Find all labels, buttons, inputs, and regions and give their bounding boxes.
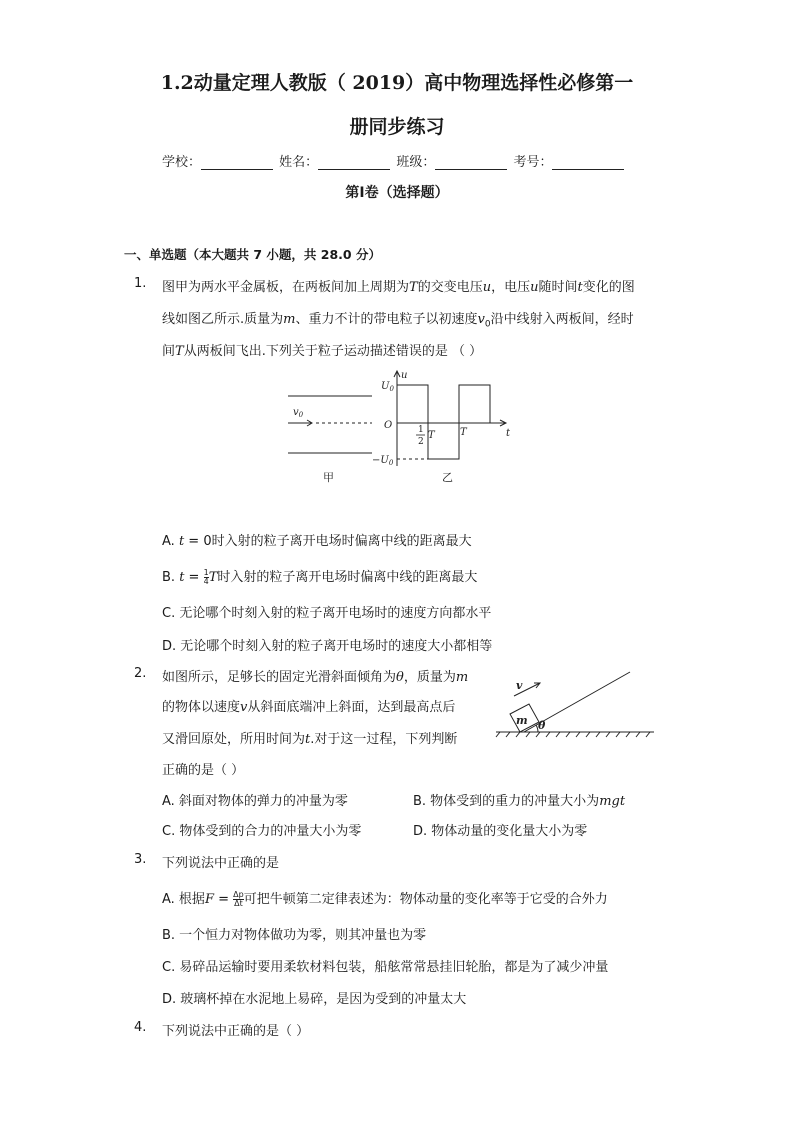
fig-jia-label: 甲 bbox=[323, 471, 334, 484]
q4-number: 4. bbox=[134, 1020, 147, 1035]
number-blank[interactable] bbox=[552, 157, 624, 170]
student-info-row bbox=[162, 151, 626, 170]
q3-option-b[interactable]: B. 一个恒力对物体做功为零，则其冲量也为零 bbox=[162, 928, 427, 943]
q1-line3: 间T从两板间飞出.下列关于粒子运动描述错误的是 （ ） bbox=[162, 344, 483, 359]
section-heading: 一、单选题（本大题共 7 小题，共 28.0 分） bbox=[124, 247, 381, 262]
fig-neg-u0-label: $-U_0$ bbox=[372, 455, 394, 467]
q1-option-a[interactable]: A. t = 0时入射的粒子离开电场时偏离中线的距离最大 bbox=[162, 534, 472, 549]
fig-half-den: 2 bbox=[418, 437, 424, 447]
q1-option-c[interactable]: C. 无论哪个时刻入射的粒子离开电场时的速度方向都水平 bbox=[162, 606, 492, 621]
q1-figure bbox=[280, 366, 520, 496]
q2-option-a[interactable]: A. 斜面对物体的弹力的冲量为零 bbox=[162, 794, 348, 809]
fig-T-label: T bbox=[460, 427, 467, 438]
q2-line4: 正确的是（ ） bbox=[162, 763, 245, 778]
name-blank[interactable] bbox=[318, 157, 390, 170]
fig-t-label: t bbox=[506, 428, 511, 439]
name-label: 姓名： bbox=[279, 155, 319, 170]
q2-option-d[interactable]: D. 物体动量的变化量大小为零 bbox=[413, 824, 588, 839]
class-label: 班级： bbox=[396, 155, 436, 170]
q4-stem: 下列说法中正确的是（ ） bbox=[162, 1024, 310, 1039]
q1-option-b[interactable]: B. t = $\frac{1}{4}$ T时入射的粒子离开电场时偏离中线的距离最大 bbox=[162, 568, 478, 586]
doc-title-line2: 册同步练习 bbox=[349, 116, 445, 138]
doc-title-line1: 1.2动量定理人教版（ 2019）高中物理选择性必修第一 bbox=[160, 72, 634, 94]
q3-option-d[interactable]: D. 玻璃杯掉在水泥地上易碎，是因为受到的冲量太大 bbox=[162, 992, 467, 1007]
voltage-waveform bbox=[397, 385, 490, 459]
fig-yi-label: 乙 bbox=[442, 471, 453, 484]
fig-u0-label: $U_0$ bbox=[381, 381, 394, 393]
number-label: 考号： bbox=[513, 155, 553, 170]
q1-number: 1. bbox=[134, 276, 147, 291]
q2-line1: 如图所示，足够长的固定光滑斜面倾角为θ，质量为m bbox=[162, 670, 469, 685]
fig2-v-label: v bbox=[516, 679, 523, 692]
q2-number: 2. bbox=[134, 666, 147, 681]
q2-option-c[interactable]: C. 物体受到的合力的冲量大小为零 bbox=[162, 824, 362, 839]
q2-line2: 的物体以速度v从斜面底端冲上斜面，达到最高点后 bbox=[162, 700, 456, 715]
fig2-m-label: m bbox=[516, 714, 528, 727]
q2-line3: 又滑回原处，所用时间为t.对于这一过程，下列判断 bbox=[162, 732, 458, 747]
fig-half-num: 1 bbox=[418, 425, 424, 435]
q3-option-c[interactable]: C. 易碎品运输时要用柔软材料包装，船舷常常悬挂旧轮胎，都是为了减少冲量 bbox=[162, 960, 609, 975]
school-label: 学校： bbox=[162, 155, 202, 170]
q1-line1: 图甲为两水平金属板，在两板间加上周期为T的交变电压u，电压u随时间t变化的图 bbox=[162, 280, 635, 295]
q3-number: 3. bbox=[134, 852, 147, 867]
q1-option-d[interactable]: D. 无论哪个时刻入射的粒子离开电场时的速度大小都相等 bbox=[162, 639, 493, 654]
volume-heading: 第I卷（选择题） bbox=[345, 185, 449, 201]
q2-figure bbox=[494, 664, 658, 746]
q3-option-a[interactable]: A. 根据F = $\frac{\Delta p}{\Delta t}$ 可把牛顿第二定律表述为：物体动量的变化率等于它受的合外力 bbox=[162, 890, 608, 908]
q2-option-b[interactable]: B. 物体受到的重力的冲量大小为mgt bbox=[413, 794, 626, 809]
fig-u-label: u bbox=[401, 370, 408, 381]
school-blank[interactable] bbox=[201, 157, 273, 170]
q3-stem: 下列说法中正确的是 bbox=[162, 856, 280, 871]
class-blank[interactable] bbox=[435, 157, 507, 170]
fig-v0-label: $v_0$ bbox=[293, 407, 304, 419]
fig2-theta-label: θ bbox=[538, 719, 546, 732]
fig-origin-label: O bbox=[384, 420, 393, 431]
fig-halfT-label: T bbox=[428, 430, 435, 441]
q1-line2: 线如图乙所示.质量为m、重力不计的带电粒子以初速度$v_0$沿中线射入两板间，经时 bbox=[162, 312, 634, 330]
